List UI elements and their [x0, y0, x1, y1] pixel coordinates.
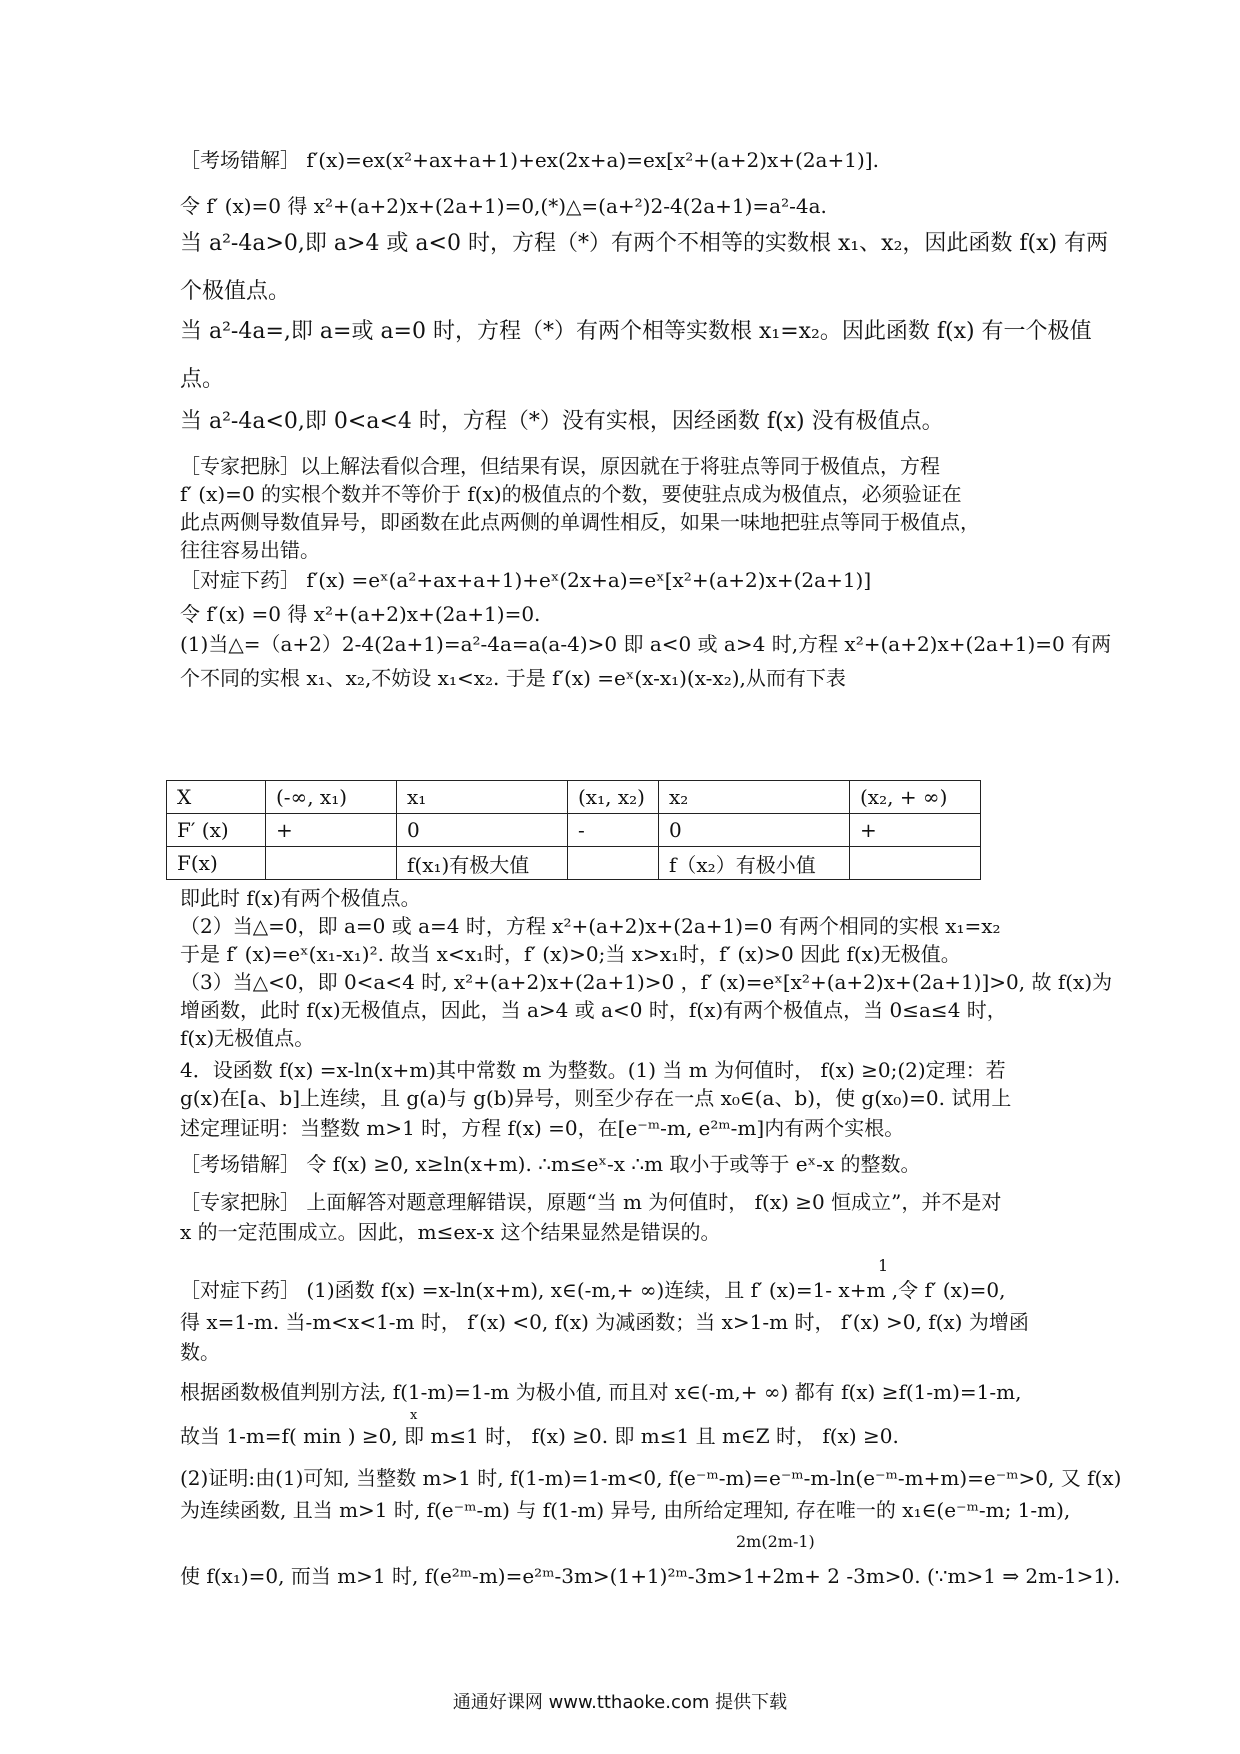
- text-line: ［专家把脉］ 上面解答对题意理解错误，原题“当 m 为何值时， f(x) ≥0 恒成立”，并不是对: [180, 1190, 1002, 1214]
- table-cell: +: [850, 814, 981, 847]
- text-line: ［专家把脉］以上解法看似合理，但结果有误，原因就在于将驻点等同于极值点，方程: [180, 454, 940, 478]
- text-line: (2)证明:由(1)可知, 当整数 m>1 时, f(1-m)=1-m<0, f(e⁻ᵐ-m)=e⁻ᵐ-m-ln(e⁻ᵐ-m+m)=e⁻ᵐ>0, 又 f(x): [180, 1466, 1122, 1490]
- text-line: 往往容易出错。: [180, 538, 320, 562]
- table-cell: X: [167, 781, 266, 814]
- table-cell: [266, 847, 397, 880]
- text-line: 令 f′ (x)=0 得 x²+(a+2)x+(2a+1)=0,(*)△=(a+²)2-4(2a+1)=a²-4a.: [180, 194, 827, 218]
- table-cell: F′ (x): [167, 814, 266, 847]
- table-cell: (x₁, x₂): [568, 781, 659, 814]
- text-line: 4．设函数 f(x) =x-ln(x+m)其中常数 m 为整数。(1) 当 m 为何值时， f(x) ≥0;(2)定理：若: [180, 1058, 1006, 1082]
- text-line: （3）当△<0，即 0<a<4 时, x²+(a+2)x+(2a+1)>0 ，f′ (x)=eˣ[x²+(a+2)x+(2a+1)]>0, 故 f(x)为: [180, 970, 1113, 994]
- text-line: ［对症下药］ f′(x) =eˣ(a²+ax+a+1)+eˣ(2x+a)=eˣ[x²+(a+2)x+(2a+1)]: [180, 568, 872, 592]
- text-line: 当 a²-4a<0,即 0<a<4 时，方程（*）没有实根，因经函数 f(x) 没有极值点。: [180, 409, 944, 434]
- table-cell: f（x₂）有极小值: [659, 847, 850, 880]
- text-line: 使 f(x₁)=0, 而当 m>1 时, f(e²ᵐ-m)=e²ᵐ-3m>(1+1)²ᵐ-3m>1+2m+ 2 -3m>0. (∵m>1 ⇒ 2m-1>1).: [180, 1564, 1121, 1588]
- fraction-numerator: 2m(2m-1): [736, 1532, 815, 1551]
- text-line: 述定理证明：当整数 m>1 时，方程 f(x) =0，在[e⁻ᵐ-m, e²ᵐ-m]内有两个实根。: [180, 1116, 905, 1140]
- text-line: 此点两侧导数值异号，即函数在此点两侧的单调性相反，如果一味地把驻点等同于极值点，: [180, 510, 980, 534]
- text-line: ［考场错解］ f′(x)=ex(x²+ax+a+1)+ex(2x+a)=ex[x²+(a+2)x+(2a+1)].: [180, 148, 879, 172]
- text-line: (1)当△=（a+2）2-4(2a+1)=a²-4a=a(a-4)>0 即 a<0 或 a>4 时,方程 x²+(a+2)x+(2a+1)=0 有两: [180, 632, 1112, 656]
- table-cell: x₁: [397, 781, 568, 814]
- text-line: f(x)无极值点。: [180, 1026, 315, 1050]
- extrema-table: [166, 780, 981, 880]
- text-line: g(x)在[a、b]上连续，且 g(a)与 g(b)异号，则至少存在一点 x₀∈(a、b)，使 g(x₀)=0. 试用上: [180, 1086, 1012, 1110]
- text-line: 得 x=1-m. 当-m<x<1-m 时， f′(x) <0, f(x) 为减函数；当 x>1-m 时， f′(x) >0, f(x) 为增函: [180, 1310, 1029, 1334]
- page-footer: 通通好课网 www.tthaoke.com 提供下载: [452, 1692, 788, 1713]
- table-cell: F(x): [167, 847, 266, 880]
- text-line: ［考场错解］ 令 f(x) ≥0, x≥ln(x+m). ∴m≤eˣ-x ∴m 取小于或等于 eˣ-x 的整数。: [180, 1152, 921, 1176]
- text-line: 个不同的实根 x₁、x₂,不妨设 x₁<x₂. 于是 f′(x) =eˣ(x-x₁)(x-x₂),从而有下表: [180, 666, 846, 690]
- table-cell: -: [568, 814, 659, 847]
- table-cell: +: [266, 814, 397, 847]
- text-line: 当 a²-4a>0,即 a>4 或 a<0 时，方程（*）有两个不相等的实数根 x₁、x₂，因此函数 f(x) 有两: [180, 231, 1109, 256]
- text-line: 即此时 f(x)有两个极值点。: [180, 886, 421, 910]
- table-cell: f(x₁)有极大值: [397, 847, 568, 880]
- subscript-label: x: [410, 1408, 418, 1423]
- fraction-numerator: 1: [878, 1256, 889, 1275]
- text-line: ［对症下药］ (1)函数 f(x) =x-ln(x+m), x∈(-m,+ ∞)连续，且 f′ (x)=1- x+m ,令 f′ (x)=0,: [180, 1278, 1006, 1302]
- text-line: 增函数，此时 f(x)无极值点，因此，当 a>4 或 a<0 时，f(x)有两个极值点，当 0≤a≤4 时，: [180, 998, 1007, 1022]
- text-line: 根据函数极值判别方法, f(1-m)=1-m 为极小值, 而且对 x∈(-m,+ ∞) 都有 f(x) ≥f(1-m)=1-m,: [180, 1380, 1022, 1404]
- text-line: 点。: [180, 367, 225, 392]
- text-line: 个极值点。: [180, 279, 291, 304]
- table-cell: 0: [397, 814, 568, 847]
- text-line: 当 a²-4a=,即 a=或 a=0 时，方程（*）有两个相等实数根 x₁=x₂。因此函数 f(x) 有一个极值: [180, 319, 1092, 344]
- table-row: [167, 847, 981, 880]
- text-line: 为连续函数, 且当 m>1 时, f(e⁻ᵐ-m) 与 f(1-m) 异号, 由所给定理知, 存在唯一的 x₁∈(e⁻ᵐ-m; 1-m),: [180, 1498, 1071, 1522]
- table-cell: 0: [659, 814, 850, 847]
- text-line: x 的一定范围成立。因此，m≤ex-x 这个结果显然是错误的。: [180, 1220, 721, 1244]
- text-line: 于是 f′ (x)=eˣ(x₁-x₁)². 故当 x<x₁时，f′ (x)>0;当 x>x₁时，f′ (x)>0 因此 f(x)无极值。: [180, 942, 961, 966]
- table-cell: [568, 847, 659, 880]
- table-cell: (x₂, + ∞): [850, 781, 981, 814]
- table-cell: [850, 847, 981, 880]
- text-line: 令 f′(x) =0 得 x²+(a+2)x+(2a+1)=0.: [180, 602, 541, 626]
- table-row: [167, 781, 981, 814]
- table-row: [167, 814, 981, 847]
- text-line: 故当 1-m=f( min ) ≥0, 即 m≤1 时， f(x) ≥0. 即 m≤1 且 m∈Z 时， f(x) ≥0.: [180, 1424, 899, 1448]
- table-cell: x₂: [659, 781, 850, 814]
- text-line: f′ (x)=0 的实根个数并不等价于 f(x)的极值点的个数，要使驻点成为极值点，必须验证在: [180, 482, 962, 506]
- text-line: （2）当△=0，即 a=0 或 a=4 时，方程 x²+(a+2)x+(2a+1)=0 有两个相同的实根 x₁=x₂: [180, 914, 1001, 938]
- text-line: 数。: [180, 1340, 220, 1364]
- table-cell: (-∞, x₁): [266, 781, 397, 814]
